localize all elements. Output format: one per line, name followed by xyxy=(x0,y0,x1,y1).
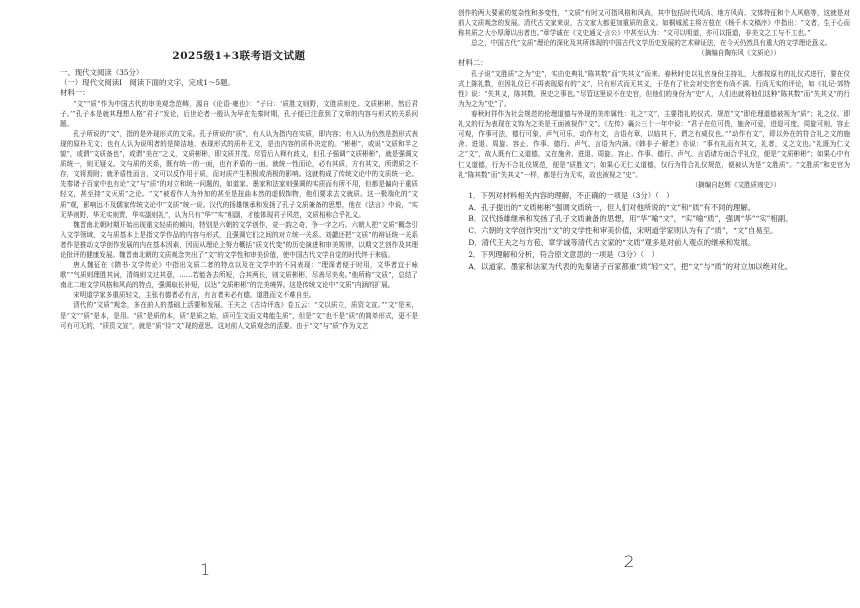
material-two-label: 材料二： xyxy=(458,58,488,68)
paragraph: “文”“质”作为中国古代的审美观念范畴，源自《论语·雍也》：“子曰：‘质胜文则野，文胜质则史。文质彬彬，然后君子。’”孔子本是就其理想人格“君子”发论，后世论者一般认为早在先秦时期，孔子便已注意到了文章的内容与形式的关系问题。 xyxy=(60,99,418,128)
section-heading: 一、现代文阅读（35分） xyxy=(60,68,144,77)
paragraph: 春秋时祥作为社会规范的伦理道德与外现的美库属性：礼之“文”，主要指礼的仪式、规范“文”即伦理道德被视为“质”；礼之仪、即礼又的行为表现在文饰为之美是王面被视作“文”。《左传》襄公三十一年中说：“君子在位可畏，施舍可爱，进退可度，周旋可则，容止可观，作事可法，德行可象，声气可乐，动作有文，言语有章，以临其下，谓之有威仪也。”“动作有文”，即以外在的符合礼之文的施舍、进退、周旋、容止、作事、德行、声气、言语为内涵。《韩非子·解老》亦说：“事有礼而有其文，礼者，义之文也。”礼既为仁义之“文”，故人既有仁义道德，又在施舍、进退、周旋、容止、作事、德行、声气、言语诸方面合乎礼仪，便是“文质彬彬”；如果心中有仁义道德，行为不合礼仪规范，便是“质胜文”；如果心无仁义道德，仅行为符合礼仪规范，便被认为是“文胜质”。“文胜质”和史官为礼“陈其数”而“失其义”一样，都是行为无实，故也被视之“史”。 xyxy=(458,110,850,179)
paragraph: 宋明道学家多重质轻文，主张有德者必有言，有言者未必有德，道胜而文不难自至。 xyxy=(73,291,316,300)
question-option: C．六朝的文学创作突出“文”的文学性和审美价值，宋明道学家则认为有了“质”，“文”自易至。 xyxy=(468,226,778,236)
question-option: A．孔子提出的“文质彬彬”强调文质统一，但人们对他所说的“文”和“质”有不同的理解。 xyxy=(468,202,756,212)
question-option: B．汉代扬雄继承和发扬了孔子文质兼备的思想，用“华”喻“文”，“实”喻“质”，强调“华”“实”相副。 xyxy=(468,214,793,224)
page-number: 2 xyxy=(623,552,635,571)
source-citation: （摘编自陶东风《文质论》） xyxy=(698,49,780,58)
question-option: A．以道家、墨家和法家为代表的先秦诸子百家都重“质”轻“文”，把“文”与“质”的对立加以绝对化。 xyxy=(468,261,793,271)
paragraph: 孔子所说的“文”，指的是外现形式的文采。孔子所说的“质”，有人认为指内在实质，即内容；有人认为仍然是指形式表现的原朴无文；也有人认为说明者的是简洁地、表现形式的质朴无文，是由内容的质朴决定的。“彬彬”，或说“文质和半之貌”，或谓“文质备也”，或谓“美在”之义，文质彬彬，即文质并茂。尽管后人释有歧义，但孔子强调“文质彬彬”，就是强调文质统一，则无疑义。文与质的关系，既有统一的一面，也有矛盾的一面。就统一性而论，必有其质，方有其文，所谓质之不存，文将焉附；就矛盾性而言，文可以反作用于质，而对质产生积极或消极的影响。这就构成了传统文论中的文质统一论。先秦诸子百家中也有论“文”与“质”的对立和统一问题的，如道家、墨家和法家则强调的实质而有所不用，但都是偏向于重质轻文，甚至持“文灭质”之论。“文”被看作人为外加的甚至是扭曲本然的虚假饰物，他们要求去文就质。这一极端化的“文质”观，影响远不及儒家传统文论中“文质”统一说。汉代的扬雄继承和发扬了孔子文质兼备的思想，他在《法言》中说，“实无华则野，华无实则贾，华实副则礼”，认为只有“华”“实”相副，才能体现君子风范，文质相称合乎礼义。 xyxy=(60,129,418,219)
subsection-heading: （一）现代文阅读Ⅰ 阅读下面的文字，完成1～5题。 xyxy=(60,78,235,88)
paragraph: 魏晋南北朝时期开始出现重文轻质的倾向，特别是六朝的文学创作，竞一韵之奇，争一字之巧。六朝人把“文质”概念引入文学领域，文与质基本上是指文学作品的内容与形式，且强调它们之间的对立统一关系。刘勰还把“文质”的辩证统一关系者作是推动文学创作发展的内在基本因素，因而从理论上努力概括“质文代变”的历史演进和审美规律，以期文艺创作及其理论批评的健康发展。魏晋南北朝的文质观念突出了“文”的文学性和审美价值，使中国古代文学自觉的时代终于来临。 xyxy=(60,220,418,260)
exam-title: 2025级1+3联考语文试题 xyxy=(172,50,306,62)
paragraph: 清代的“文质”观念，多在前人的基础上活要和发展。王夫之《古诗评选》卷五云：“文以质立，质资文宣。”“文”是末，是“文”“质”是本，是用。“质”是质的本，质“是质之始，质可生文而文弗能生质”，但是“文”也不是“质”的简单形式，更不是可有可无的，“质资文宣”，就是“质”待“文”现的意思。这对前人文质观念的活要。由于“文”与“质”作为文艺 xyxy=(60,301,418,330)
source-citation: （摘编自赵辉《文胜质则史》） xyxy=(691,180,780,189)
question-stem: 1．下列对材料相关内容的理解，不正确的一项是（3分）（ ） xyxy=(468,190,674,200)
question-option: D．清代王夫之与方苞、章学诚等清代古文家的“文质”观多是对前人观点的继承和发展。 xyxy=(468,237,756,247)
paragraph: 创作的两大要素的复杂性和多变性，“文质”有时又可指风格和风尚，其中包括时代风尚、地方风尚、文体特征和个人风格等，这就是对前人文质观念的发展。清代古文家来说，古文家大都更加重质的意义。如桐城派主将方苞在《杨千木文稿序》中指出：“文者，生于心而称其质之大小厚薄以出者也。”章学诚在《文史通义·言公》中甚至认为：“文可以明道，亦可以报道，非美文之工与不工也。” xyxy=(458,9,850,38)
paragraph: 唐人魏征在《隋书·文学传论》中指出文质二者的特点以及在文学中的不同表现：“理深者便于时用，文华者宜于咏歌”“气质则理胜其词，清绮则文过其意，……若能各去所短，合其两长，则文质彬彬，尽善尽美矣。”他所称“文质”，总结了南北二地文学风格和风尚的特点，强调取长补短，以达“文质彬彬”的完美境界。这是传统文论中“文质”内涵的扩展。 xyxy=(60,261,418,290)
material-one-label: 材料一： xyxy=(60,88,90,98)
question-stem: 2．下列理解和分析，符合原文意思的一项是（3分）（ ） xyxy=(468,249,659,259)
page-right xyxy=(430,0,860,608)
paragraph: 总之，中国古代“文质”理论的深化及其所体现的中国古代文学历史发展的艺术辩证法，在今天仍然具有重大的文学理论意义。 xyxy=(471,39,832,48)
paragraph: 孔子说“文胜质”之为“史”，实由史典礼“陈其数”而“失其义”而来。春秋时史以礼官身份主持礼，大都按原有的礼仪式进行，要在仪式上陈礼数，但因礼仪已不再表现原有的“义”，只有形式而无其义，于是有了社会对史官吏有尚不满、行尚无实的评论，如《礼记·郊特性》说：“失其义，陈其数，祝史之事也。”尽管这里说不在史官，但他们的身份为“史”人，人们也就将他们这种“陈其数”而“失其义”的行为为之为“史”了。 xyxy=(458,69,850,108)
page-number: 1 xyxy=(200,560,211,579)
